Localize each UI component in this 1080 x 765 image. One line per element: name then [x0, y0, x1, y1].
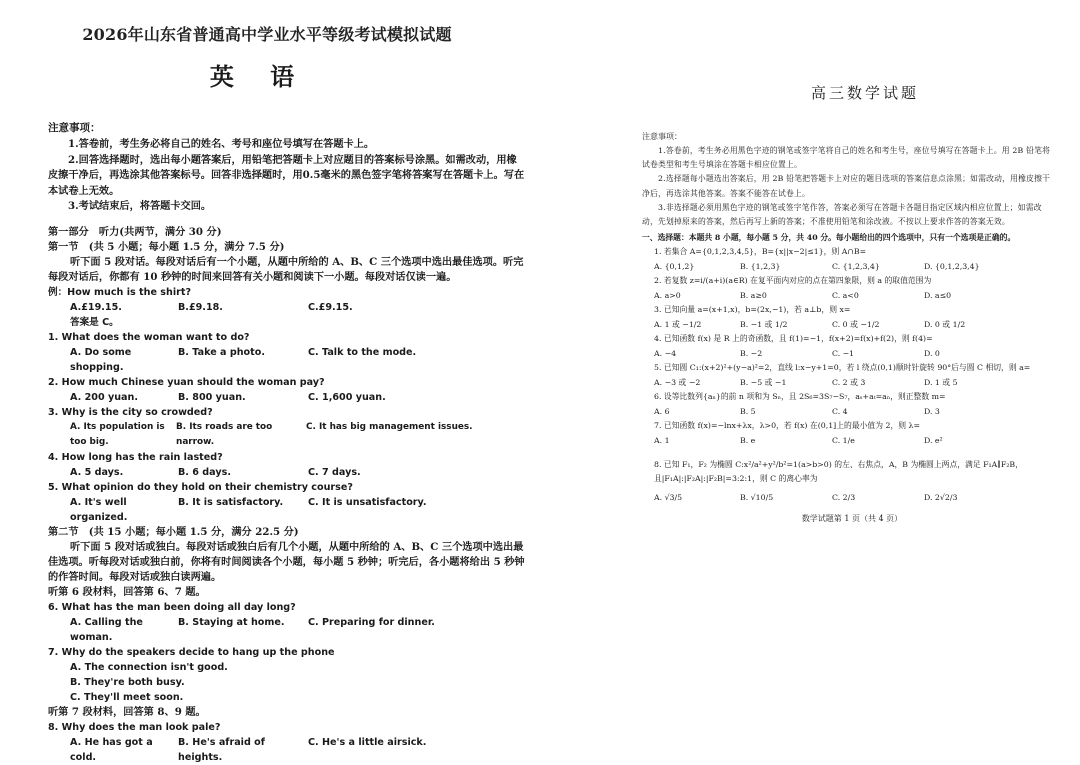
note-item: 1.答卷前，考生务必将自己的姓名、考号和座位号填写在答题卡上。	[68, 138, 375, 150]
note-item: 2.选择题每小题选出答案后，用 2B 铅笔把答题卡上对应的题目选项的答案信息点涂黑；如需改动，用橡皮擦干净后，再选涂其他答案。答案不能答在试卷上。	[642, 174, 1051, 198]
question: 5. 已知圆 C₁:(x+2)²+(y−a)²=2，直线 l:x−y+1=0，若 l 绕点(0,1)顺时针旋转 90°后与圆 C 相切，则 a=	[654, 363, 1031, 373]
question-options	[48, 615, 526, 645]
option: A. 200 yuan.	[70, 391, 138, 403]
question-options	[642, 375, 1052, 390]
question: 1. What does the woman want to do?	[48, 331, 250, 343]
question-options	[642, 346, 1052, 361]
option: B. −1 或 1/2	[740, 320, 788, 330]
option: A. The connection isn't good.	[70, 661, 228, 673]
question: 4. How long has the rain lasted?	[48, 451, 223, 463]
section-intro: 听下面 5 段对话或独白。每段对话或独白后有几个小题，从题中所给的 A、B、C 三个选项中选出最佳选项。听每段对话或独白前，你将有时间阅读各个小题，每小题 5 秒钟；听完后，各小题将给出 5 秒钟的作答时间。每段对话或独白读两遍。	[48, 540, 525, 583]
option: D. a≤0	[924, 291, 952, 301]
material-heading: 听第 7 段材料，回答第 8、9 题。	[48, 705, 206, 718]
question: 3. 已知向量 a=(x+1,x)，b=(2x,−1)，若 a⊥b，则 x=	[654, 305, 851, 315]
option: C. 1,600 yuan.	[308, 391, 386, 403]
option: C. Talk to the mode.	[308, 346, 417, 358]
question-options	[48, 390, 526, 405]
option: A. √3/5	[654, 493, 683, 503]
question: 2. 若复数 z=i/(a+i)(a∈R) 在复平面内对应的点在第四象限，则 a 的取值范围为	[654, 276, 932, 286]
option: A. It's well organized.	[70, 496, 128, 523]
option: B. a≥0	[740, 291, 767, 301]
option: B. Its roads are too narrow.	[176, 421, 273, 447]
question-options	[48, 420, 526, 450]
notes-heading: 注意事项：	[48, 122, 101, 134]
option: D. 1 或 5	[924, 378, 958, 388]
option: D. 0 或 1/2	[924, 320, 966, 330]
example-question: 例：How much is the shirt?	[48, 286, 192, 298]
option: A. −4	[654, 349, 677, 359]
option: A. a>0	[654, 291, 681, 301]
option: C. 0 或 −1/2	[832, 320, 880, 330]
exam-title: 2026年山东省普通高中学业水平等级考试模拟试题	[82, 25, 452, 44]
note-item: 1.答卷前，考生务必用黑色字迹的钢笔或签字笔将自己的姓名和考生号，座位号填写在答题卡上。用 2B 铅笔将试卷类型和考生号填涂在答题卡相应位置上。	[642, 146, 1051, 170]
option: A.£19.15.	[70, 301, 122, 313]
question-options	[48, 465, 526, 480]
option: C. 2 或 3	[832, 378, 866, 388]
option: A. 1 或 −1/2	[654, 320, 702, 330]
subject-title: 英 语	[209, 62, 309, 91]
question: 8. Why does the man look pale?	[48, 721, 221, 733]
option: C. 2/3	[832, 493, 856, 503]
option: A. {0,1,2}	[654, 262, 695, 272]
option: A. 5 days.	[70, 466, 124, 478]
option: B. −2	[740, 349, 763, 359]
question-options	[642, 259, 1052, 274]
notes-heading: 注意事项：	[642, 132, 682, 141]
option: B.£9.18.	[178, 301, 223, 313]
option: C. −1	[832, 349, 855, 359]
math-exam-page	[540, 0, 1080, 684]
option: B. −5 或 −1	[740, 378, 787, 388]
question: 1. 若集合 A={0,1,2,3,4,5}，B={x||x−2|≤1}，则 A∩B=	[654, 247, 867, 257]
english-exam-page	[0, 0, 540, 763]
question: 8. 已知 F₁，F₂ 为椭圆 C:x²/a²+y²/b²=1(a>b>0) 的左、右焦点，A，B 为椭圆上两点，满足 F₁A∥F₂B，且|F₁A|:|F₂A|:|F₂B|=3:2:1，则 C 的离心率为	[654, 460, 1023, 484]
page-footer: 数学试题第 1 页（共 4 页）	[801, 514, 903, 524]
example-options	[48, 300, 526, 315]
question-options	[48, 735, 526, 765]
option: C. He's a little airsick.	[308, 736, 427, 748]
question-options	[642, 490, 1052, 505]
option: B. 800 yuan.	[178, 391, 246, 403]
option: D. e²	[924, 436, 943, 446]
question-options	[642, 433, 1052, 448]
note-item: 2.回答选择题时，选出每小题答案后，用铅笔把答题卡上对应题目的答案标号涂黑。如需改动，用橡皮擦干净后，再选涂其他答案标号。回答非选择题时，用0.5毫米的黑色签字笔将答案写在答题卡上。写在本试卷上无效。	[48, 153, 525, 197]
material-heading: 听第 6 段材料，回答第 6、7 题。	[48, 585, 206, 598]
option: C. 4	[832, 407, 848, 417]
question-options	[48, 495, 526, 525]
question-options	[642, 404, 1052, 419]
question: 4. 已知函数 f(x) 是 R 上的奇函数，且 f(1)=−1，f(x+2)=f(x)+f(2)，则 f(4)=	[654, 334, 933, 344]
part-heading: 第一部分 听力(共两节，满分 30 分)	[48, 225, 222, 238]
option: B. Take a photo.	[178, 346, 265, 358]
option: C. {1,2,3,4}	[832, 262, 880, 272]
question: 7. Why do the speakers decide to hang up the phone	[48, 646, 335, 658]
option: C. It is unsatisfactory.	[308, 496, 427, 508]
question-options	[642, 288, 1052, 303]
option: B. √10/5	[740, 493, 774, 503]
option: B. 6 days.	[178, 466, 231, 478]
option: D. 2√2/3	[924, 493, 958, 503]
option: A. Its population is too big.	[70, 421, 165, 447]
option: B. It is satisfactory.	[178, 496, 284, 508]
option: C. 1/e	[832, 436, 855, 446]
option: C. Preparing for dinner.	[308, 616, 435, 628]
section-heading: 第一节 (共 5 小题；每小题 1.5 分，满分 7.5 分)	[48, 240, 285, 253]
option: A. Calling the woman.	[70, 616, 143, 643]
question: 3. Why is the city so crowded?	[48, 406, 213, 418]
option: D. {0,1,2,3,4}	[924, 262, 980, 272]
option: B. Staying at home.	[178, 616, 285, 628]
option: A. 1	[654, 436, 670, 446]
note-item: 3.非选择题必须用黑色字迹的钢笔或签字笔作答，答案必须写在答题卡各题目指定区域内相应位置上；如需改动，先划掉原来的答案，然后再写上新的答案；不准使用铅笔和涂改液。不按以上要求作答的答案无效。	[642, 202, 1042, 227]
question: 5. What opinion do they hold on their chemistry course?	[48, 481, 353, 493]
option: B. {1,2,3}	[740, 262, 781, 272]
question-options	[48, 345, 526, 375]
option: C. It has big management issues.	[306, 421, 473, 432]
question: 2. How much Chinese yuan should the woman pay?	[48, 376, 325, 388]
section-heading: 一、选择题：本题共 8 小题，每小题 5 分，共 40 分。每小题给出的四个选项中，只有一个选项是正确的。	[642, 233, 1016, 243]
option: A. Do some shopping.	[70, 346, 132, 373]
question: 7. 已知函数 f(x)=−lnx+λx，λ>0，若 f(x) 在(0,1]上的最小值为 2，则 λ=	[654, 421, 920, 431]
option: B. 5	[740, 407, 756, 417]
question: 6. What has the man been doing all day long?	[48, 601, 296, 613]
math-title: 高三数学试题	[810, 84, 919, 102]
section-heading: 第二节 (共 15 小题；每小题 1.5 分，满分 22.5 分)	[48, 525, 299, 538]
question-options	[642, 317, 1052, 332]
example-answer: 答案是 C。	[70, 316, 119, 328]
option: D. 3	[924, 407, 940, 417]
option: A. −3 或 −2	[654, 378, 701, 388]
option: D. 0	[924, 349, 940, 359]
option: B. He's afraid of heights.	[178, 736, 265, 763]
option: A. 6	[654, 407, 670, 417]
option: B. e	[740, 436, 756, 446]
option: C. 7 days.	[308, 466, 361, 478]
section-intro: 听下面 5 段对话。每段对话后有一个小题，从题中所给的 A、B、C 三个选项中选出最佳选项。听完每段对话后，你都有 10 秒钟的时间来回答有关小题和阅读下一小题。每段对话仅读一遍。	[48, 255, 524, 283]
option: C. They'll meet soon.	[70, 691, 184, 703]
option: C. a<0	[832, 291, 859, 301]
note-item: 3.考试结束后，将答题卡交回。	[68, 200, 212, 212]
question: 6. 设等比数列{aₙ}的前 n 项和为 Sₙ，且 2S₆=3S₇−S₇，aₛ+aₜ=aₙ，则正整数 m=	[654, 392, 946, 402]
option: B. They're both busy.	[70, 676, 185, 688]
option: A. He has got a cold.	[70, 736, 153, 763]
option: C.£9.15.	[308, 301, 353, 313]
